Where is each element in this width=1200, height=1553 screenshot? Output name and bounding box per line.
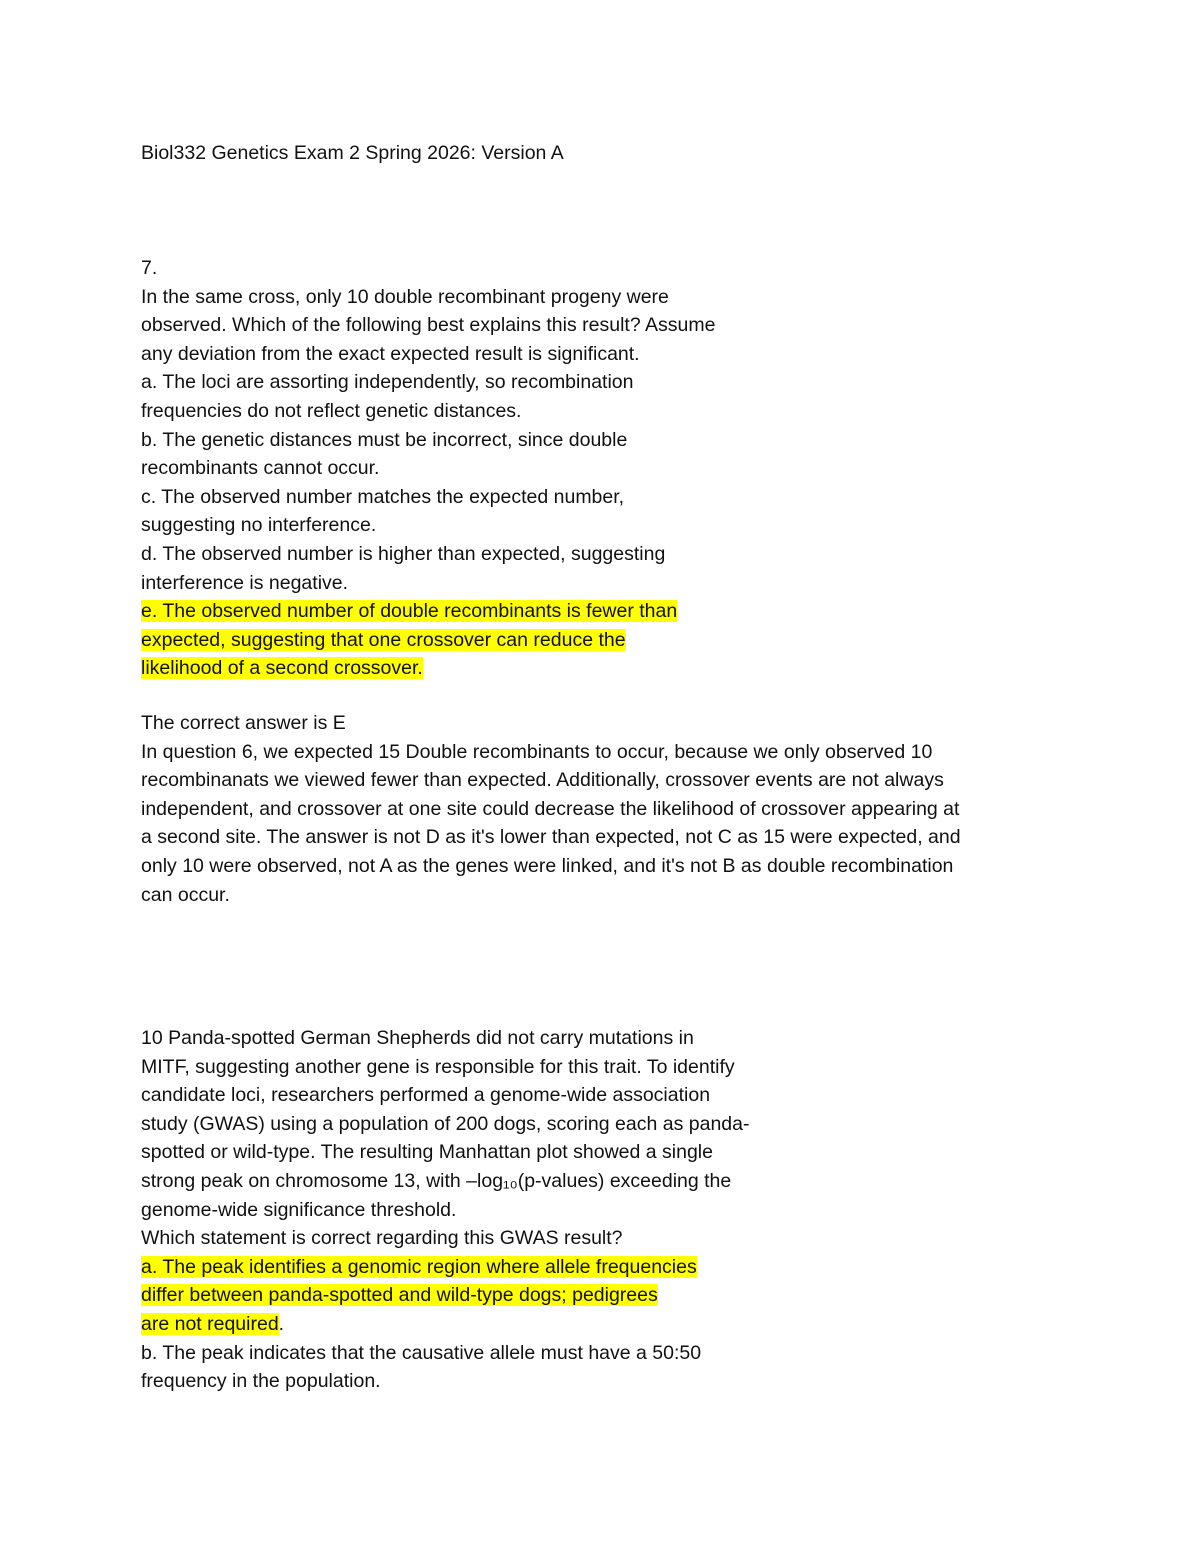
explanation-line: a second site. The answer is not D as it's lower than expected, not C as 15 were expected, and bbox=[141, 826, 961, 849]
explanation-line: In question 6, we expected 15 Double recombinants to occur, because we only observed 10 bbox=[141, 740, 933, 763]
question-stem-line: spotted or wild-type. The resulting Manhattan plot showed a single bbox=[141, 1141, 713, 1164]
explanation-line: can occur. bbox=[141, 883, 230, 906]
option-c-line: c. The observed number matches the expected number, bbox=[141, 485, 625, 508]
answer-explanation bbox=[141, 709, 1101, 909]
question-stem-line: 10 Panda-spotted German Shepherds did not carry mutations in bbox=[141, 1027, 694, 1049]
question-stem-line: observed. Which of the following best explains this result? Assume bbox=[141, 314, 716, 337]
question-stem-line: strong peak on chromosome 13, with –log₁₀(p-values) exceeding the bbox=[141, 1169, 732, 1192]
option-b-line: b. The peak indicates that the causative allele must have a 50:50 bbox=[141, 1341, 702, 1364]
option-a-highlighted bbox=[141, 1253, 1101, 1282]
correct-answer: The correct answer is E bbox=[141, 712, 346, 734]
option-a-line: a. The peak identifies a genomic region where allele frequencies bbox=[141, 1255, 697, 1278]
question-number: 7. bbox=[141, 257, 158, 279]
question-stem-line: MITF, suggesting another gene is responsible for this trait. To identify bbox=[141, 1055, 735, 1078]
option-a-highlighted bbox=[141, 1281, 1101, 1310]
option-b-line: b. The genetic distances must be incorrect, since double bbox=[141, 428, 628, 451]
explanation-line: only 10 were observed, not A as the genes were linked, and it's not B as double recombination bbox=[141, 854, 954, 877]
option-e-highlighted bbox=[141, 654, 1101, 683]
option-b-line: recombinants cannot occur. bbox=[141, 457, 380, 480]
option-d-line: d. The observed number is higher than expected, suggesting bbox=[141, 542, 666, 565]
question-10 bbox=[141, 1024, 1101, 1396]
question-7 bbox=[141, 254, 1101, 683]
option-e-line: expected, suggesting that one crossover can reduce the bbox=[141, 628, 626, 651]
option-e-line: e. The observed number of double recombinants is fewer than bbox=[141, 600, 678, 623]
option-b-line: frequency in the population. bbox=[141, 1370, 381, 1393]
option-a-highlighted bbox=[141, 1310, 1101, 1339]
option-a-line: a. The loci are assorting independently, so recombination bbox=[141, 371, 634, 394]
question-stem-line: genome-wide significance threshold. bbox=[141, 1198, 457, 1221]
option-a-period: . bbox=[278, 1312, 285, 1335]
option-e-highlighted bbox=[141, 597, 1101, 626]
page-title: Biol332 Genetics Exam 2 Spring 2026: Version A bbox=[141, 142, 564, 164]
option-a-line: are not required bbox=[141, 1312, 279, 1335]
document-title bbox=[141, 139, 1101, 168]
question-stem-line: Which statement is correct regarding this GWAS result? bbox=[141, 1227, 623, 1250]
question-stem-line: candidate loci, researchers performed a genome-wide association bbox=[141, 1084, 711, 1107]
option-d-line: interference is negative. bbox=[141, 571, 349, 594]
explanation-line: recombinanats we viewed fewer than expected. Additionally, crossover events are not always bbox=[141, 769, 944, 792]
explanation-line: independent, and crossover at one site could decrease the likelihood of crossover appearing at bbox=[141, 797, 960, 820]
question-stem-line: study (GWAS) using a population of 200 dogs, scoring each as panda- bbox=[141, 1112, 750, 1135]
question-stem-line: In the same cross, only 10 double recombinant progeny were bbox=[141, 285, 669, 308]
option-a-line: frequencies do not reflect genetic distances. bbox=[141, 399, 522, 422]
option-a-line: differ between panda-spotted and wild-type dogs; pedigrees bbox=[141, 1284, 658, 1307]
question-stem-line: any deviation from the exact expected result is significant. bbox=[141, 342, 640, 365]
option-e-highlighted bbox=[141, 626, 1101, 655]
option-e-line: likelihood of a second crossover. bbox=[141, 657, 423, 680]
option-c-line: suggesting no interference. bbox=[141, 514, 377, 537]
